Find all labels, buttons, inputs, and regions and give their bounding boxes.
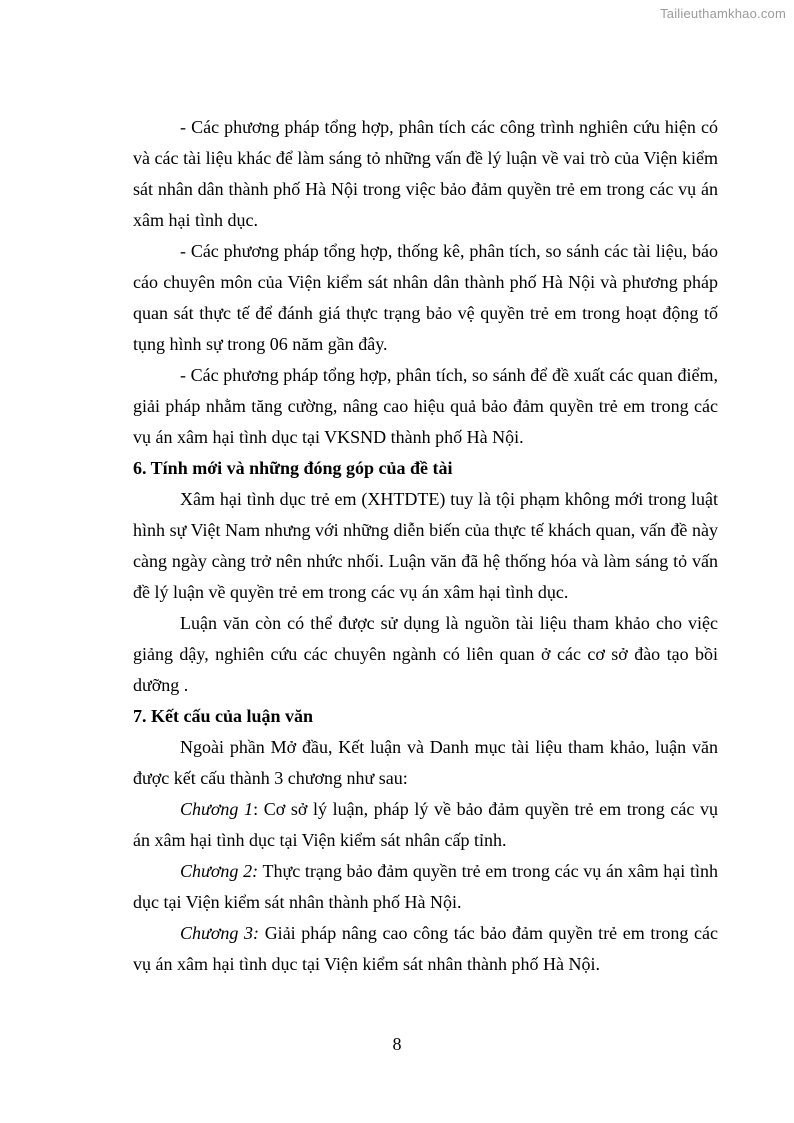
chapter-2-paragraph: [133, 856, 718, 918]
chapter-1-label: Chương 1: [180, 799, 254, 819]
method-paragraph-2: - Các phương pháp tổng hợp, thống kê, phân tích, so sánh các tài liệu, báo cáo chuyên môn của Viện kiểm sát nhân dân thành phố Hà Nội và phương pháp quan sát thực tế để đánh giá thực trạng bảo vệ quyền trẻ em trong hoạt động tố tụng hình sự trong 06 năm gần đây.: [133, 241, 718, 354]
chapter-1-text: Cơ sở lý luận, pháp lý về bảo đảm quyền trẻ em trong các vụ án xâm hại tình dục tại Viện kiểm sát nhân cấp tỉnh.: [133, 799, 718, 850]
chapter-1-paragraph: [133, 794, 718, 856]
chapter-1-separator: :: [253, 799, 264, 819]
method-paragraph-1: - Các phương pháp tổng hợp, phân tích các công trình nghiên cứu hiện có và các tài liệu khác để làm sáng tỏ những vấn đề lý luận về vai trò của Viện kiểm sát nhân dân thành phố Hà Nội trong việc bảo đảm quyền trẻ em trong các vụ án xâm hại tình dục.: [133, 117, 718, 230]
chapter-3-label: Chương 3:: [180, 923, 260, 943]
watermark-text: Tailieuthamkhao.com: [660, 6, 786, 21]
method-paragraph-3: - Các phương pháp tổng hợp, phân tích, so sánh để đề xuất các quan điểm, giải pháp nhằm tăng cường, nâng cao hiệu quả bảo đảm quyền trẻ em trong các vụ án xâm hại tình dục tại VKSND thành phố Hà Nội.: [133, 365, 718, 447]
document-body: [133, 112, 718, 980]
section-7-intro: Ngoài phần Mở đầu, Kết luận và Danh mục tài liệu tham khảo, luận văn được kết cấu thành 3 chương như sau:: [133, 737, 718, 788]
section-6-heading: 6. Tính mới và những đóng góp của đề tài: [133, 458, 453, 478]
section-7-heading: 7. Kết cấu của luận văn: [133, 706, 314, 726]
section-6-paragraph-2: Luận văn còn có thể được sử dụng là nguồn tài liệu tham khảo cho việc giảng dậy, nghiên cứu các chuyên ngành có liên quan ở các cơ sở đào tạo bồi dưỡng .: [133, 613, 718, 695]
chapter-3-paragraph: [133, 918, 718, 980]
chapter-2-text: Thực trạng bảo đảm quyền trẻ em trong các vụ án xâm hại tình dục tại Viện kiểm sát nhân thành phố Hà Nội.: [133, 861, 718, 912]
page-number: 8: [392, 1034, 402, 1054]
chapter-3-text: Giải pháp nâng cao công tác bảo đảm quyền trẻ em trong các vụ án xâm hại tình dục tại Viện kiểm sát nhân thành phố Hà Nội.: [133, 923, 718, 974]
section-6-paragraph-1: Xâm hại tình dục trẻ em (XHTDTE) tuy là tội phạm không mới trong luật hình sự Việt Nam nhưng với những diễn biến của thực tế khách quan, vấn đề này càng ngày càng trở nên nhức nhối. Luận văn đã hệ thống hóa và làm sáng tỏ vấn đề lý luận về quyền trẻ em trong các vụ án xâm hại tình dục.: [133, 489, 718, 602]
chapter-2-label: Chương 2:: [180, 861, 259, 881]
